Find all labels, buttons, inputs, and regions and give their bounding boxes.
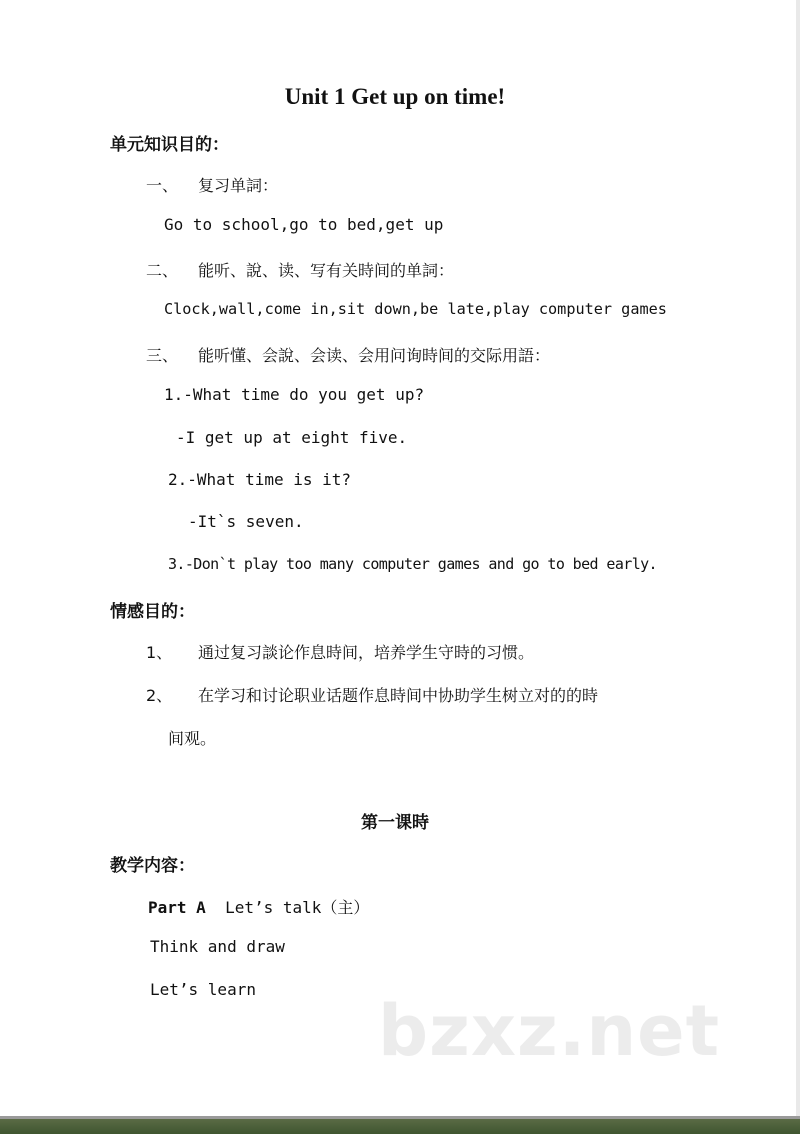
objective-item-2-detail: Clock,wall,come in,sit down,be late,play computer games — [164, 300, 667, 318]
watermark: bzxz.net — [378, 990, 721, 1072]
section-heading-content: 教学内容： — [110, 856, 195, 876]
objective-item-1 — [146, 173, 278, 196]
dialog-line: 1.-What time do you get up? — [164, 385, 425, 404]
dialog-line: 3.-Don`t play too many computer games and go to bed early. — [168, 555, 657, 573]
item-text: 复习单詞： — [198, 176, 279, 195]
section-heading-emotion: 情感目的： — [110, 602, 195, 622]
item-number: 三、 — [146, 346, 179, 365]
content-part-a — [148, 895, 369, 918]
page-bottom-edge — [0, 1116, 800, 1134]
section-heading-objectives: 单元知识目的： — [110, 135, 229, 155]
item-text: 能听懂、会說、会读、会用问询時间的交际用語： — [198, 346, 551, 365]
lesson-title: 第一课時 — [361, 813, 429, 833]
document-title: Unit 1 Get up on time! — [284, 84, 506, 109]
item-text: 通过复习談论作息時间，培养学生守時的习惯。 — [198, 643, 535, 662]
item-number: 1、 — [146, 643, 173, 662]
dialog-line: -It`s seven. — [188, 512, 304, 531]
emotion-item-2-continuation: 间观。 — [168, 729, 217, 748]
content-item: Think and draw — [150, 937, 285, 956]
item-text: 能听、說、读、写有关時间的单詞： — [198, 261, 455, 280]
dialog-line: -I get up at eight five. — [176, 428, 408, 447]
objective-item-2 — [146, 258, 454, 281]
emotion-item-1 — [146, 640, 534, 663]
item-number: 二、 — [146, 261, 179, 280]
objective-item-1-detail: Go to school,go to bed,get up — [164, 215, 444, 234]
emotion-item-2 — [146, 683, 598, 706]
item-number: 2、 — [146, 686, 173, 705]
item-number: 一、 — [146, 176, 179, 195]
page-edge — [796, 0, 800, 1134]
objective-item-3 — [146, 343, 550, 366]
item-text: 在学习和讨论职业话题作息時间中协助学生树立对的的時 — [198, 686, 599, 705]
dialog-line: 2.-What time is it? — [168, 470, 352, 489]
part-a-text: Let’s talk（主） — [225, 898, 370, 917]
part-a-label: Part A — [148, 898, 206, 917]
content-item: Let’s learn — [150, 980, 256, 999]
